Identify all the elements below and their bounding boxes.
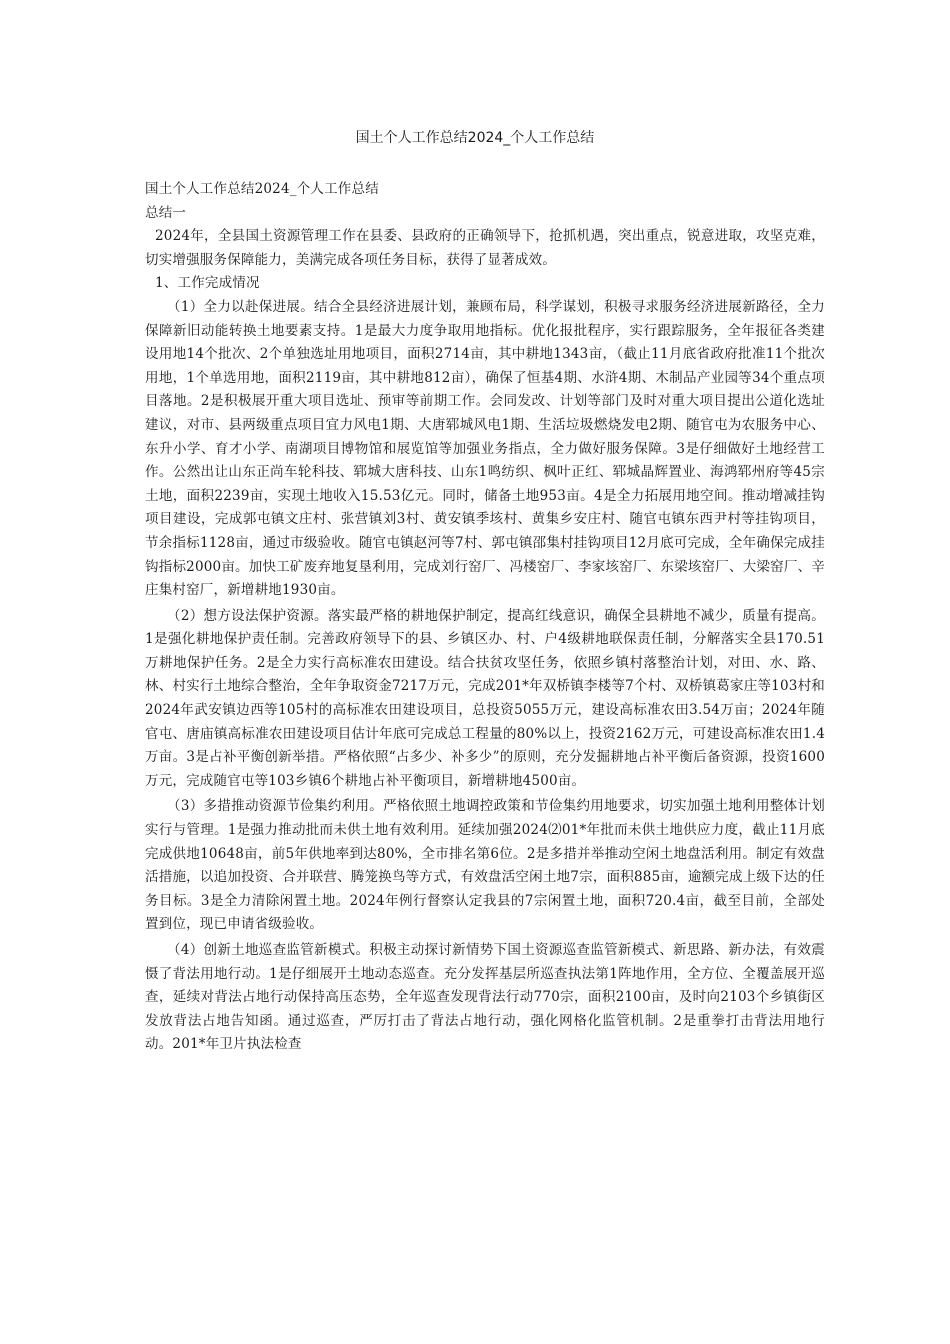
paragraph-4: （4）创新土地巡查监管新模式。积极主动探讨新情势下国土资源巡查监管新模式、新思路、新办法，有效震慑了背法用地行动。1是仔细展开土地动态巡查。充分发挥基层所巡查执法第1阵地作用，全方位、全覆盖展开巡查，延续对背法占地行动保持高压态势，全年巡查发现背法行动770宗，面积2100亩，及时向2103个乡镇街区发放背法占地告知函。通过巡查，严厉打击了背法占地行动，强化网格化监管机制。2是重拳打击背法用地行动。201*年卫片执法检查	[145, 942, 825, 1053]
intro-paragraph: 2024年，全县国土资源管理工作在县委、县政府的正确领导下，抢抓机遇，突出重点，锐意进取，攻坚克难，切实增强服务保障能力，美满完成各项任务目标，获得了显著成效。	[145, 228, 825, 268]
paragraph-3: （3）多措推动资源节俭集约利用。严格依照土地调控政策和节俭集约用地要求，切实加强土地利用整体计划实行与管理。1是强力推动批而未供土地有效利用。延续加强2024⑵01*年批而未供土地供应力度，截止11月底完成供地10648亩，前5年供地率到达80%，全市排名第6位。2是多措并举推动空闲土地盘活利用。制定有效盘活措施，以追加投资、合并联营、腾笼换鸟等方式，有效盘活空闲土地7宗，面积885亩，逾额完成上级下达的任务目标。3是全力清除闲置土地。2024年例行督察认定我县的7宗闲置土地，面积720.4亩，截至目前，全部处置到位，现已申请省级验收。	[145, 798, 825, 933]
section-title: 1、工作完成情况	[155, 275, 260, 292]
document-body	[145, 178, 825, 1057]
paragraph-1: （1）全力以赴保进展。结合全县经济进展计划，兼顾布局，科学谋划，积极寻求服务经济进展新路径，全力保障新旧动能转换土地要素支持。1是最大力度争取用地指标。优化报批程序，实行跟踪服务，全年报征各类建设用地14个批次、2个单独选址用地项目，面积2714亩，其中耕地1343亩，（截止11月底省政府批准11个批次用地，1个单选用地，面积2119亩，其中耕地812亩），确保了恒基4期、水浒4期、木制品产业园等34个重点项目落地。2是积极展开重大项目选址、预审等前期工作。会同发改、计划等部门及时对重大项目提出公道化选址建议，对市、县两级重点项目宜力风电1期、大唐郓城风电1期、生活垃圾燃烧发电2期、随官屯为农服务中心、东升小学、育才小学、南湖项目博物馆和展览馆等加强业务指点，全力做好服务保障。3是仔细做好土地经营工作。公然出让山东正尚车轮科技、郓城大唐科技、山东1鸣纺织、枫叶正红、郓城晶辉置业、海鸿郓州府等45宗土地，面积2239亩，实现土地收入15.53亿元。同时，储备土地953亩。4是全力拓展用地空间。推动增减挂钩项目建设，完成郭屯镇文庄村、张营镇刘3村、黄安镇季垓村、黄集乡安庄村、随官屯镇东西尹村等挂钩项目，节余指标1128亩，通过市级验收。随官屯镇赵河等7村、郭屯镇邵集村挂钩项目12月底可完成，全年确保完成挂钩指标2000亩。加快工矿废弃地复垦利用，完成刘行窑厂、冯楼窑厂、李家垓窑厂、东梁垓窑厂、大梁窑厂、辛庄集村窑厂，新增耕地1930亩。	[145, 298, 825, 599]
paragraph-2: （2）想方设法保护资源。落实最严格的耕地保护制定，提高红线意识，确保全县耕地不减少，质量有提高。1是强化耕地保护责任制。完善政府领导下的县、乡镇区办、村、户4级耕地联保责任制，分解落实全县170.51万耕地保护任务。2是全力实行高标准农田建设。结合扶贫攻坚任务，依照乡镇村落整治计划，对田、水、路、林、村实行土地综合整治，全年争取资金7217万元，完成201*年双桥镇李楼等7个村、双桥镇葛家庄等103村和2024年武安镇边西等105村的高标准农田建设项目，总投资5055万元，建设高标准农田3.54万亩；2024年随官屯、唐庙镇高标准农田建设项目估计年底可完成总工程量的80%以上，投资2162万元，可建设高标准农田1.4万亩。3是占补平衡创新举措。严格依照“占多少、补多少”的原则，充分发掘耕地占补平衡后备资源，投资1600万元，完成随官屯等103乡镇6个耕地占补平衡项目，新增耕地4500亩。	[145, 607, 825, 789]
document-title: 国土个人工作总结2024_个人工作总结	[355, 130, 595, 146]
document-heading: 国土个人工作总结2024_个人工作总结	[145, 181, 379, 197]
section-label: 总结一	[145, 204, 187, 221]
